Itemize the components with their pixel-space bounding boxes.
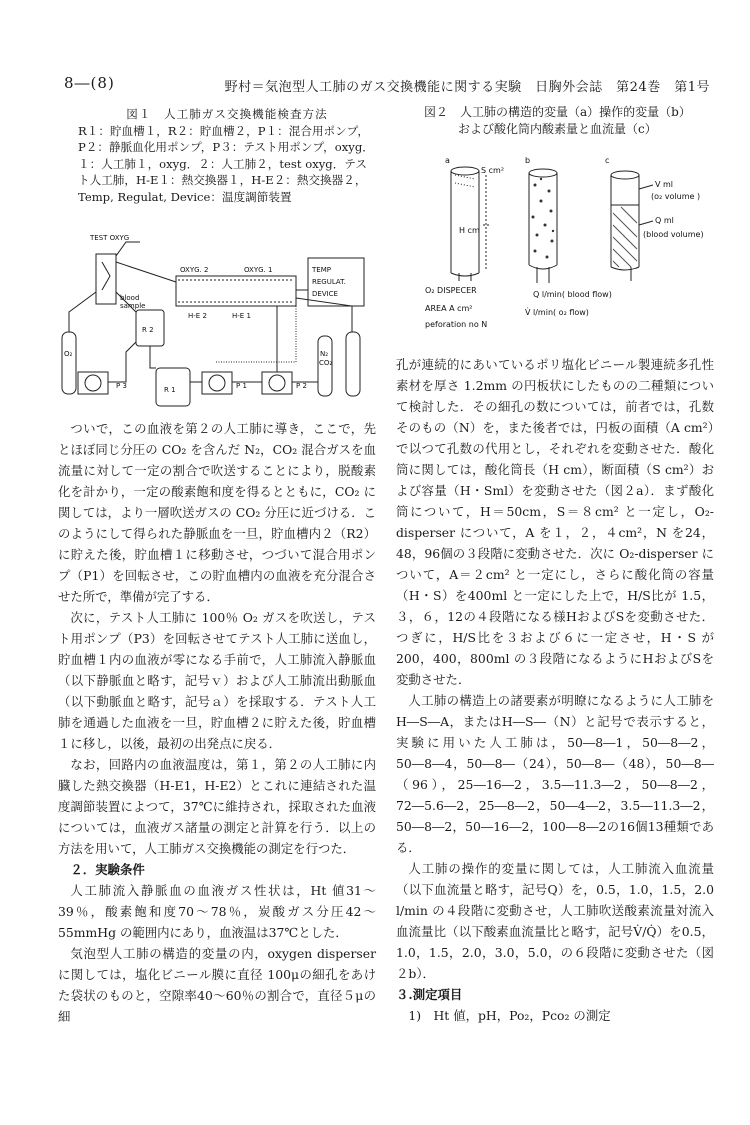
label-v-ml: V ml (655, 180, 674, 189)
label-p1: P 1 (236, 382, 247, 390)
label-fig2-b: b (525, 156, 531, 165)
label-device: DEVICE (312, 290, 338, 298)
left-paragraph-4: 人工肺流入静脈血の血液ガス性状は，Ht 値31～39％，酸素飽和度70～78％，炭酸ガス分圧42～55mmHg の範囲内にあり，血液温は37℃とした． (58, 883, 376, 940)
right-column (396, 354, 714, 1026)
left-column (58, 418, 376, 1027)
label-n2: N₂ (320, 350, 329, 358)
label-v-flow: V̇ l/min( o₂ flow) (525, 308, 589, 317)
label-blood: blood (120, 294, 140, 302)
label-h-cm: H cm (459, 226, 480, 235)
label-r2: R 2 (142, 326, 154, 334)
left-paragraph-3: なお，回路内の血液温度は，第１，第２の人工肺に内臓した熱交換器（H-E1，H-E2）とこれに連結された温度調節装置によつて，37℃に維持され，採取された血液については，血液ガス諸量の測定と計算を行う．以上の方法を用いて，人工肺ガス交換機能の測定を行つた． (58, 757, 376, 856)
label-regulat: REGULAT. (312, 278, 346, 286)
figure2-caption-block (424, 104, 724, 138)
label-q-ml: Q ml (655, 216, 674, 225)
label-he1: H-E 1 (232, 312, 251, 320)
label-peforation: peforation no N (425, 320, 488, 329)
label-fig2-a: a (445, 156, 450, 165)
left-paragraph-5: 気泡型人工肺の構造的変量の内，oxygen disperser に関しては，塩化ビニール膜に直径 100μの細孔をあけた袋状のものと，空隙率40～60％の割合で，直径５μの細 (58, 946, 376, 1024)
section-2-heading: ２．実験条件 (70, 862, 145, 877)
label-oxyg1: OXYG. 1 (244, 266, 273, 274)
label-r1: R 1 (164, 386, 176, 394)
figure2-diagram (425, 155, 725, 345)
test-oxygenator-shape (96, 254, 116, 304)
second-cylinder (346, 332, 360, 396)
left-paragraph-2: 次に，テスト人工肺に 100％ O₂ ガスを吹送し，テスト用ポンプ（P3）を回転させてテスト人工肺に送血し，貯血槽１内の血液が零になる手前で，人工肺流入静脈血（以下静脈血と略す，記号ｖ）および人工肺流出動脈血（以下動脈血と略す，記号ａ）を採取する．テスト人工肺を通過した血液を一旦，貯血槽２に貯えた後，貯血槽１に移し，以後，最初の出発点に戻る． (58, 610, 376, 751)
figure1-caption-block (78, 106, 376, 205)
figure2-title: 図２ 人工肺の構造的変量（a）操作的変量（b） (424, 105, 691, 119)
page-number: 8―(8) (64, 74, 115, 92)
running-title: 野村＝気泡型人工肺のガス交換機能に関する実験 日胸外会誌 第24巻 第1号 (224, 80, 710, 95)
measurement-item-1: 1) Ht 値，pH，Po₂，Pco₂ の測定 (408, 1008, 611, 1023)
tube-a-wall (451, 171, 479, 273)
label-he2: H-E 2 (188, 312, 207, 320)
label-s-cm2: S cm² (481, 166, 505, 175)
label-oxyg2: OXYG. 2 (180, 266, 209, 274)
label-blood-volume: (blood volume) (643, 230, 704, 239)
section-3-heading: ３.測定項目 (396, 987, 463, 1002)
right-paragraph-2: 人工肺の構造上の諸要素が明瞭になるように人工肺をH―S―A，またはH―S―（N）と記号で表示すると，実験に用いた人工肺は，50―8―1，50―8―2，50―8―4，50―8―（24），50―8―（48），50―8―（96），25―16―2，3.5―11.3―2，50―8―2，72―5.6―2，25―8―2，50―4―2，3.5―11.3―2，50―8―2，50―16―2，100―8―2の16個13種類である． (396, 693, 714, 855)
left-paragraph-1: ついで，この血液を第２の人工肺に導き，ここで，先とほぼ同じ分圧の CO₂ を含んだ N₂，CO₂ 混合ガスを血流量に対して一定の割合で吹送することにより，脱酸素化を計かり，一定の酸素飽和度を得るとともに，CO₂ に関しては，より一層吹送ガスの CO₂ 分圧に近づける．このようにして得られた静脈血を一旦，貯血槽内２（R2）に貯えた後，貯血槽１に移動させ，つづいて混合用ポンプ（P1）を回転させ，この貯血槽内の血液を充分混合させた所で，準備が完了する． (58, 421, 376, 604)
label-o2-volume: (o₂ volume ) (651, 192, 701, 201)
o2-cylinder (62, 332, 76, 394)
tube-b-wall (529, 173, 557, 265)
figure1-title: 図１ 人工肺ガス交換機能検査方法 (126, 107, 328, 121)
right-paragraph-1: 孔が連続的にあいているポリ塩化ビニール製連続多孔性素材を厚さ 1.2mm の円板状にしたものの二種類について検討した．その細孔の数については，前者では，孔数そのもの（N）を，また後者では，円板の面積（A cm²）で以つて孔数の代用とし，それぞれを変動させた．酸化筒に関しては，酸化筒長（H cm），断面積（S cm²）および容量（H・Sml）を変動させた（図２a）．まず酸化筒について，H＝50cm，S＝８cm² と一定し，O₂-disperser について，A を１，２，４cm²，N を24，48，96個の３段階に変動させた．次に O₂-disperser について，A＝２cm² と一定にし，さらに酸化筒の容量（H・S）を400ml と一定にした上で，H/S比が 1.5，３，６，12の４段階になる様HおよびSを変動させた．つぎに，H/S比を３および６に一定させ，H・S が 200，400，800ml の３段階になるようにHおよびSを変動させた． (396, 357, 714, 687)
label-p2: P 2 (296, 382, 307, 390)
figure2-subtitle: および酸化筒内酸素量と血流量（c） (458, 122, 657, 136)
right-paragraph-3: 人工肺の操作的変量に関しては，人工肺流入血流量（以下血流量と略す，記号Q）を，0.5，1.0，1.5，2.0 l/min の４段階に変動させ，人工肺吹送酸素流量対流入血流量比（以下酸素血流量比と略す，記号V̇/Q̇）を0.5，1.0，1.5，2.0，3.0，5.0，の６段階に変動させた（図２b）． (396, 861, 714, 981)
label-co2: CO₂ (319, 359, 333, 367)
label-test-oxyg: TEST OXYG (90, 234, 130, 242)
label-area: AREA A cm² (425, 304, 473, 313)
label-q-flow: Q l/min( blood flow) (533, 290, 612, 299)
figure1-diagram (56, 232, 378, 408)
label-temp: TEMP (312, 266, 331, 274)
label-o2-disperser: O₂ DISPECER (425, 286, 477, 295)
figure1-caption: R１：貯血槽１，R２：貯血槽２，P１：混合用ポンプ，P２：静脈血化用ポンプ，P３：テスト用ポンプ，oxyg．１：人工肺１，oxyg．２：人工肺２，test oxyg．テスト人工肺，H-E１：熱交換器１，H-E２：熱交換器２，Temp, Regulat, Device：温度調節装置 (78, 123, 374, 204)
label-fig2-c: c (605, 156, 610, 165)
label-o2: O₂ (64, 350, 73, 358)
label-sample: sample (120, 302, 146, 310)
label-p3: P 3 (116, 382, 127, 390)
